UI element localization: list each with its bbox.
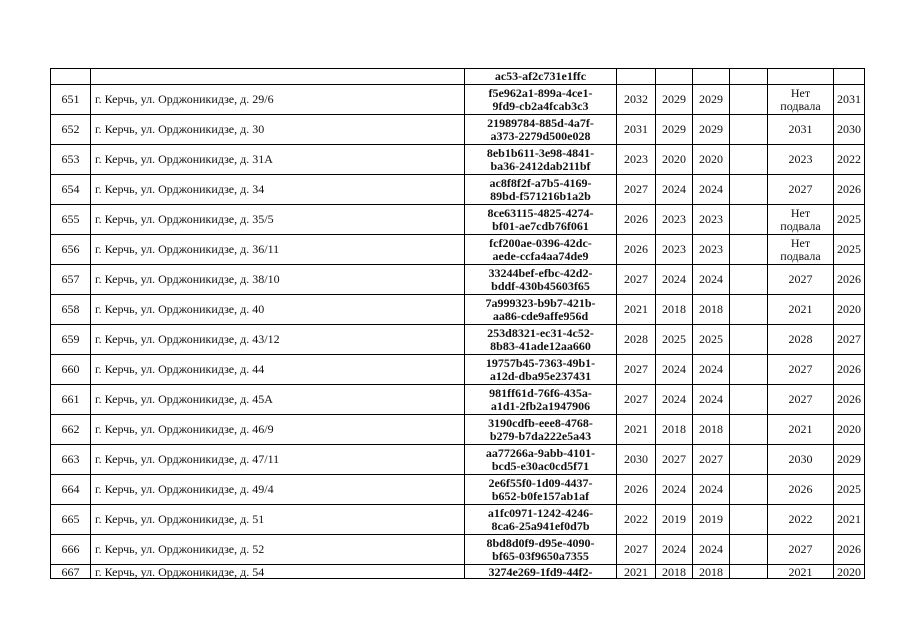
row-number: 651 — [51, 85, 91, 115]
year-cell-4 — [730, 535, 768, 565]
year-cell-1: 2021 — [617, 565, 656, 579]
guid-line-2: a1d1-2fb2a1947906 — [490, 398, 591, 413]
guid-cell — [465, 535, 617, 565]
basement-year-cell: 2023 — [768, 145, 834, 175]
row-number: 667 — [51, 565, 91, 579]
table-row — [51, 295, 865, 325]
guid-line-1: a1fc0971-1242-4246- — [487, 505, 594, 520]
year-cell-6: 2026 — [834, 385, 865, 415]
year-cell-4 — [730, 415, 768, 445]
address-cell: г. Керчь, ул. Орджоникидзе, д. 40 — [91, 295, 465, 325]
guid-line-2: bf01-ae7cdb76f061 — [492, 218, 589, 233]
row-number: 661 — [51, 385, 91, 415]
guid-line-2: bcd5-e30ac0cd5f71 — [491, 458, 590, 473]
table-row — [51, 85, 865, 115]
guid-line-1: 3190cdfb-eee8-4768- — [488, 415, 593, 430]
guid-line-1: 19757b45-7363-49b1- — [485, 355, 596, 370]
year-cell-6: 2029 — [834, 445, 865, 475]
year-cell-2: 2024 — [656, 265, 693, 295]
year-cell-4 — [730, 235, 768, 265]
year-cell-3: 2024 — [693, 385, 730, 415]
year-cell-3: 2024 — [693, 355, 730, 385]
table-row — [51, 205, 865, 235]
guid-line-2: a12d-dba95e237431 — [489, 368, 592, 383]
basement-line-1: Нет — [790, 85, 811, 100]
address-cell: г. Керчь, ул. Орджоникидзе, д. 35/5 — [91, 205, 465, 235]
year-cell-4 — [730, 325, 768, 355]
guid-cell — [465, 205, 617, 235]
basement-year-cell: 2027 — [768, 535, 834, 565]
year-cell-1: 2021 — [617, 295, 656, 325]
year-cell-1: 2031 — [617, 115, 656, 145]
year-cell-3: 2029 — [693, 115, 730, 145]
guid-line-1: 253d8321-ec31-4c52- — [487, 325, 594, 340]
basement-line-2: подвала — [780, 218, 821, 233]
table-row — [51, 475, 865, 505]
address-cell: г. Керчь, ул. Орджоникидзе, д. 51 — [91, 505, 465, 535]
guid-cell — [465, 295, 617, 325]
table-row-partial-bottom — [51, 565, 865, 579]
table-row — [51, 445, 865, 475]
year-cell-1: 2027 — [617, 535, 656, 565]
year-cell-1: 2027 — [617, 265, 656, 295]
year-cell-4 — [730, 175, 768, 205]
year-cell-3: 2024 — [693, 475, 730, 505]
year-cell-4 — [730, 565, 768, 579]
year-cell-4 — [730, 475, 768, 505]
address-cell: г. Керчь, ул. Орджоникидзе, д. 49/4 — [91, 475, 465, 505]
basement-year-cell: 2031 — [768, 115, 834, 145]
basement-year-cell: 2022 — [768, 505, 834, 535]
year-cell-4 — [730, 385, 768, 415]
year-cell-3: 2023 — [693, 235, 730, 265]
year-cell-1: 2026 — [617, 475, 656, 505]
year-cell-4 — [730, 505, 768, 535]
table-row — [51, 415, 865, 445]
address-cell: г. Керчь, ул. Орджоникидзе, д. 45А — [91, 385, 465, 415]
guid-line-2: 8b83-41ade12aa660 — [490, 338, 591, 353]
year-cell-2: 2018 — [656, 295, 693, 325]
guid-line-2: aa86-cde9affe956d — [492, 308, 589, 323]
basement-year-cell: 2027 — [768, 175, 834, 205]
table-row — [51, 235, 865, 265]
guid-line-1: f5e962a1-899a-4ce1- — [488, 85, 593, 100]
year-cell-3: 2020 — [693, 145, 730, 175]
year-cell-6: 2031 — [834, 85, 865, 115]
year-cell-2: 2024 — [656, 475, 693, 505]
year-cell-1: 2028 — [617, 325, 656, 355]
basement-year-cell — [768, 235, 834, 265]
guid-cell — [465, 415, 617, 445]
row-number: 657 — [51, 265, 91, 295]
year-cell-3: 2019 — [693, 505, 730, 535]
table-row — [51, 505, 865, 535]
year-cell-2: 2029 — [656, 85, 693, 115]
year-cell-6: 2026 — [834, 265, 865, 295]
guid-line-2: 89bd-f571216b1a2b — [490, 188, 591, 203]
guid-cell — [465, 325, 617, 355]
year-cell-1: 2023 — [617, 145, 656, 175]
year-cell-6: 2026 — [834, 535, 865, 565]
year-cell-2: 2018 — [656, 565, 693, 579]
year-cell-1: 2021 — [617, 415, 656, 445]
guid-cell — [465, 145, 617, 175]
year-cell-6: 2020 — [834, 295, 865, 325]
year-cell-2: 2018 — [656, 415, 693, 445]
year-cell-3: 2027 — [693, 445, 730, 475]
year-cell-2: 2024 — [656, 355, 693, 385]
guid-line-1: 2e6f55f0-1d09-4437- — [488, 475, 593, 490]
row-number: 660 — [51, 355, 91, 385]
year-cell-6: 2022 — [834, 145, 865, 175]
guid-line-1: 21989784-885d-4a7f- — [487, 115, 594, 130]
guid-line-1: 8bd8d0f9-d95e-4090- — [486, 535, 595, 550]
guid-line-1: 7a999323-b9b7-421b- — [485, 295, 596, 310]
year-cell-6: 2020 — [834, 565, 865, 579]
year-cell-6: 2021 — [834, 505, 865, 535]
guid-cell — [465, 505, 617, 535]
year-cell-2: 2029 — [656, 115, 693, 145]
year-cell-2: 2023 — [656, 235, 693, 265]
basement-year-cell: 2028 — [768, 325, 834, 355]
year-cell-1: 2026 — [617, 235, 656, 265]
guid-cell — [465, 265, 617, 295]
guid-cell — [465, 445, 617, 475]
year-cell-2: 2027 — [656, 445, 693, 475]
year-cell-2: 2024 — [656, 535, 693, 565]
basement-year-cell — [768, 205, 834, 235]
year-cell-4 — [730, 115, 768, 145]
address-cell: г. Керчь, ул. Орджоникидзе, д. 52 — [91, 535, 465, 565]
year-cell-1: 2022 — [617, 505, 656, 535]
address-cell: г. Керчь, ул. Орджоникидзе, д. 44 — [91, 355, 465, 385]
guid-line-1: aa77266a-9abb-4101- — [485, 445, 596, 460]
year-cell-1: 2026 — [617, 205, 656, 235]
table-row — [51, 265, 865, 295]
year-cell-2: 2019 — [656, 505, 693, 535]
guid-line-1: 8eb1b611-3e98-4841- — [486, 145, 595, 160]
guid-line-1: 8ce63115-4825-4274- — [487, 205, 594, 220]
year-cell-1: 2030 — [617, 445, 656, 475]
address-cell: г. Керчь, ул. Орджоникидзе, д. 36/11 — [91, 235, 465, 265]
table-row — [51, 325, 865, 355]
year-cell-2: 2024 — [656, 385, 693, 415]
year-cell-1: 2027 — [617, 175, 656, 205]
address-cell: г. Керчь, ул. Орджоникидзе, д. 30 — [91, 115, 465, 145]
table-row — [51, 145, 865, 175]
basement-year-cell: 2021 — [768, 295, 834, 325]
address-cell: г. Керчь, ул. Орджоникидзе, д. 29/6 — [91, 85, 465, 115]
year-cell-3: 2023 — [693, 205, 730, 235]
year-cell-3: 2018 — [693, 565, 730, 579]
basement-year-cell: 2027 — [768, 355, 834, 385]
year-cell-2: 2024 — [656, 175, 693, 205]
year-cell-1: 2027 — [617, 385, 656, 415]
guid-cell: 3274e269-1fd9-44f2- — [465, 565, 617, 579]
year-cell-6: 2025 — [834, 205, 865, 235]
row-number: 664 — [51, 475, 91, 505]
address-cell: г. Керчь, ул. Орджоникидзе, д. 43/12 — [91, 325, 465, 355]
row-number: 656 — [51, 235, 91, 265]
row-number: 663 — [51, 445, 91, 475]
address-cell: г. Керчь, ул. Орджоникидзе, д. 38/10 — [91, 265, 465, 295]
guid-cell — [465, 355, 617, 385]
guid-cell — [465, 115, 617, 145]
basement-year-cell: 2027 — [768, 385, 834, 415]
year-cell-6: 2026 — [834, 175, 865, 205]
basement-line-1: Нет — [790, 235, 811, 250]
basement-year-cell: 2030 — [768, 445, 834, 475]
year-cell-2: 2020 — [656, 145, 693, 175]
guid-line-1: fcf200ae-0396-42dc- — [489, 235, 592, 250]
year-cell-3: 2018 — [693, 295, 730, 325]
basement-line-2: подвала — [780, 98, 821, 113]
year-cell-6: 2025 — [834, 475, 865, 505]
guid-line-2: b652-b0fe157ab1af — [491, 488, 590, 503]
table-row — [51, 115, 865, 145]
year-cell-4 — [730, 265, 768, 295]
address-cell: г. Керчь, ул. Орджоникидзе, д. 46/9 — [91, 415, 465, 445]
year-cell-4 — [730, 355, 768, 385]
row-number: 666 — [51, 535, 91, 565]
guid-cell — [465, 85, 617, 115]
year-cell-6: 2027 — [834, 325, 865, 355]
address-cell: г. Керчь, ул. Орджоникидзе, д. 47/11 — [91, 445, 465, 475]
guid-line-2: aede-ccfa4aa74de9 — [492, 248, 589, 263]
table-row — [51, 385, 865, 415]
year-cell-3: 2029 — [693, 85, 730, 115]
address-cell: г. Керчь, ул. Орджоникидзе, д. 34 — [91, 175, 465, 205]
basement-year-cell: 2026 — [768, 475, 834, 505]
year-cell-6: 2020 — [834, 415, 865, 445]
guid-line-2: bddf-430b45603f65 — [491, 278, 590, 293]
year-cell-1: 2027 — [617, 355, 656, 385]
guid-line-1: 981ff61d-76f6-435a- — [489, 385, 592, 400]
row-number: 653 — [51, 145, 91, 175]
row-number: 658 — [51, 295, 91, 325]
address-cell: г. Керчь, ул. Орджоникидзе, д. 54 — [91, 565, 465, 579]
basement-year-cell: 2027 — [768, 265, 834, 295]
table-row — [51, 535, 865, 565]
year-cell-4 — [730, 445, 768, 475]
guid-cell — [465, 475, 617, 505]
row-number: 659 — [51, 325, 91, 355]
guid-line-1: ac8f8f2f-a7b5-4169- — [489, 175, 592, 190]
guid-line-2: 9fd9-cb2a4fcab3c3 — [492, 98, 589, 113]
year-cell-6: 2025 — [834, 235, 865, 265]
year-cell-3: 2024 — [693, 535, 730, 565]
basement-line-2: подвала — [780, 248, 821, 263]
guid-line-1: 33244bef-efbc-42d2- — [488, 265, 593, 280]
year-cell-6: 2030 — [834, 115, 865, 145]
year-cell-1: 2032 — [617, 85, 656, 115]
row-number: 654 — [51, 175, 91, 205]
year-cell-2: 2023 — [656, 205, 693, 235]
guid-cell: ac53-af2c731e1ffc — [465, 69, 617, 85]
guid-line-2: b279-b7da222e5a43 — [489, 428, 592, 443]
basement-year-cell: 2021 — [768, 565, 834, 579]
guid-line-2: 8ca6-25a941ef0d7b — [491, 518, 590, 533]
guid-cell — [465, 385, 617, 415]
year-cell-4 — [730, 295, 768, 325]
year-cell-4 — [730, 205, 768, 235]
row-number: 652 — [51, 115, 91, 145]
year-cell-4 — [730, 85, 768, 115]
table-row — [51, 355, 865, 385]
guid-cell — [465, 175, 617, 205]
year-cell-3: 2025 — [693, 325, 730, 355]
row-number: 662 — [51, 415, 91, 445]
row-number: 665 — [51, 505, 91, 535]
basement-year-cell: 2021 — [768, 415, 834, 445]
basement-year-cell — [768, 85, 834, 115]
address-cell: г. Керчь, ул. Орджоникидзе, д. 31А — [91, 145, 465, 175]
guid-line-2: a373-2279d500e028 — [490, 128, 591, 143]
basement-line-1: Нет — [790, 205, 811, 220]
year-cell-6: 2026 — [834, 355, 865, 385]
table-row-partial-top — [51, 69, 865, 85]
housing-schedule-table — [50, 68, 865, 579]
row-number: 655 — [51, 205, 91, 235]
guid-line-2: bf65-03f9650a7355 — [492, 548, 589, 563]
year-cell-3: 2024 — [693, 265, 730, 295]
guid-line-2: ba36-2412dab211bf — [490, 158, 591, 173]
year-cell-2: 2025 — [656, 325, 693, 355]
guid-cell — [465, 235, 617, 265]
table-row — [51, 175, 865, 205]
year-cell-3: 2024 — [693, 175, 730, 205]
year-cell-3: 2018 — [693, 415, 730, 445]
year-cell-4 — [730, 145, 768, 175]
